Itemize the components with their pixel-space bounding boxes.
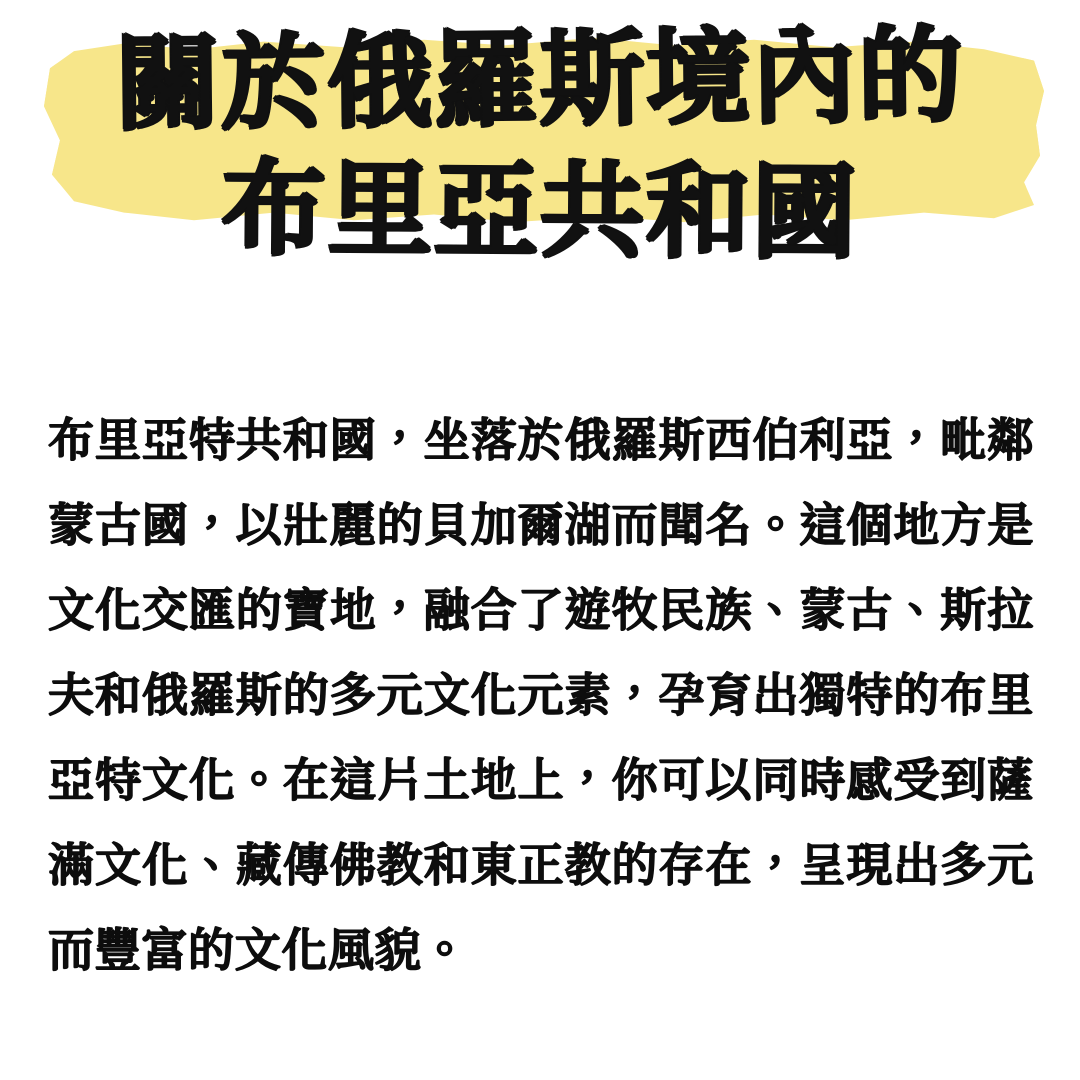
body-paragraph: 布里亞特共和國，坐落於俄羅斯西伯利亞，毗鄰蒙古國，以壯麗的貝加爾湖而聞名。這個地方是文化交匯的寶地，融合了遊牧民族、蒙古、斯拉夫和俄羅斯的多元文化元素，孕育出獨特的布里亞特文化。在這片土地上，你可以同時感受到薩滿文化、藏傳佛教和東正教的存在，呈現出多元而豐富的文化風貌。 [48,413,1034,977]
title-line-2: 布里亞共和國 [221,147,859,275]
body-block [0,352,1080,1039]
title-block [0,0,1080,330]
poster-title [40,14,1040,275]
title-line-1: 關於俄羅斯境內的 [115,14,965,146]
